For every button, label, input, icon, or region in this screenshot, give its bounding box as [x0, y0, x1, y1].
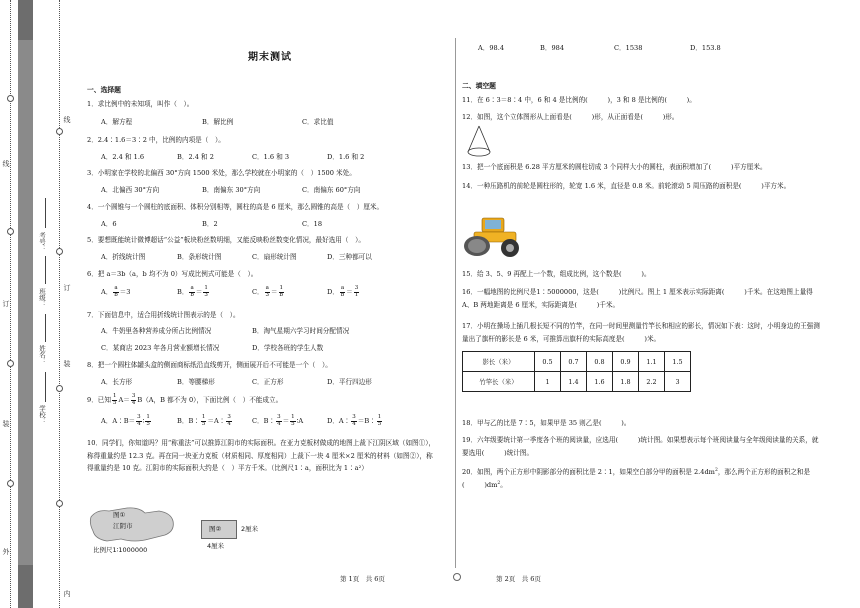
q6d-num: a [340, 285, 345, 291]
q9-post: B（A，B 都不为 0），下面比例（ ）不能成立。 [137, 396, 283, 404]
q6d-fraction2 [354, 286, 360, 298]
q1-option-a[interactable]: A．解方程 [101, 118, 133, 126]
question-17: 17．小明在操场上插几根长短不同的竹竿，在同一时间里测量竹竿长和相应的影长，情况如下表：这时，小明身边的王强测量出了旗杆的影长是 6 米，可推算出旗杆的实际高度是( )米。 [462, 322, 820, 343]
binding-hole-circle [7, 480, 14, 487]
binding-hole-circle [7, 95, 14, 102]
binding-line-char-inner: 线 [63, 116, 71, 123]
question-7: 7．下面信息中，适合用折线统计图表示的是（ ）。 [87, 311, 240, 319]
q9-mid: A＝ [118, 396, 130, 404]
q9-option-b[interactable]: B．B∶ $\frac{1}{5}$ ＝A∶ $\frac{3}{4}$ [177, 414, 231, 427]
name-input-line[interactable] [45, 314, 46, 342]
name-label: 姓名： [38, 345, 46, 365]
binding-hole-circle [7, 228, 14, 235]
table-cell: 1.5 [665, 352, 691, 372]
q6b-prefix: B． [177, 288, 189, 296]
q6a-den: b [114, 291, 118, 298]
q6b-den: b [190, 291, 194, 298]
fig2-label: 图② [209, 525, 222, 533]
question-10: 10．同学们，你知道吗？用“称重法”可以推算江阴市的实际面积。在亚力克板材做成的地图上裁下江阴区域（如图①），称得重量约是 12.3 克。再在同一块亚力克板（材质相同、厚度相同）上裁下一块 4 厘米×2 厘米的材料（如图②），称得重量约是 10 克。江阴市的实际面积大约是（ ）平方千米。（比例尺1∶a，面积比为 1∶a²） [87, 439, 436, 473]
q8-option-b[interactable]: B．等腰梯形 [177, 378, 215, 386]
question-19: 19．六年级要统计第一季度各个班的阅读量，应选用( )统计图。如果想表示每个班阅读量与全年级阅读量的关系，就要选用( )统计图。 [462, 436, 819, 457]
q2-option-a[interactable]: A．2.4 和 1.6 [101, 153, 145, 161]
exam-no-label: 考号： [38, 232, 46, 252]
q6-option-a[interactable] [101, 286, 130, 298]
table-row2-label: 竹竿长（米） [463, 372, 535, 392]
question-8: 8．把一个圆柱体罐头盒的侧面商标纸沿直线剪开，侧面展开后不可能是一个（ ）。 [87, 361, 332, 369]
question-6: 6．把 a＝3b（a，b 均不为 0）写成比例式可能是（ ）。 [87, 270, 258, 278]
q6d-fraction [340, 286, 345, 298]
q5-option-c[interactable]: C．扇形统计图 [252, 253, 297, 261]
binding-line-char: 线 [2, 160, 10, 167]
binding-seal-char: 订 [2, 300, 10, 307]
q6c-den2: b [279, 291, 284, 298]
binding-gray-strip [18, 0, 33, 608]
fig2-width: 4厘米 [207, 542, 225, 550]
fig1-label: 图① [113, 511, 126, 519]
binding-gray-strip-top [18, 0, 33, 40]
section1-heading: 一、选择题 [87, 86, 121, 94]
question-15: 15．给 3、5、9 再配上一个数，组成比例，这个数是( )。 [462, 270, 651, 278]
fig1-city: 江阴市 [113, 522, 133, 530]
question-13: 13．把一个底面积是 6.28 平方厘米的圆柱切成 3 个同样大小的圆柱，表面积增加了( )平方厘米。 [462, 163, 767, 171]
question-2: 2．2.4∶1.6＝3∶2 中，比例的内项是（ ）。 [87, 136, 225, 144]
school-input-line[interactable] [45, 372, 46, 402]
binding-margin [0, 0, 71, 608]
q9-frac-3-4: $\frac{3}{4}$ [131, 393, 136, 406]
table-cell: 1.8 [613, 372, 639, 392]
q5-option-a[interactable]: A．折线统计图 [101, 253, 146, 261]
q4-option-b[interactable]: B．2 [202, 220, 218, 228]
binding-bind-char-inner: 装 [63, 360, 71, 367]
q4-option-a[interactable]: A．6 [101, 220, 117, 228]
exam-no-input-line[interactable] [45, 198, 46, 228]
q6c-fraction2 [279, 286, 285, 298]
q1-option-b[interactable]: B．解比例 [202, 118, 234, 126]
q9a-colon: ∶ [142, 417, 145, 425]
q6a-fraction [113, 286, 118, 298]
question-16: 16．一幅地图的比例尺是1∶5000000，这是( )比例尺。图上 1 厘米表示实际距离( )千米。在这地图上量得 A、B 两地距离是 6 厘米，实际距离是( )千米。 [462, 288, 813, 309]
page-footer-left: 第 1页 共 6页 [340, 575, 385, 583]
road-roller-image [462, 214, 524, 258]
q8-option-a[interactable]: A．长方形 [101, 378, 133, 386]
binding-gray-strip-bottom [18, 565, 33, 608]
question-14: 14．一种压路机的前轮是圆柱形的，轮宽 1.6 米，直径是 0.8 米。前轮滚动 5 周压路的面积是( )平方米。 [462, 182, 791, 190]
q9c-eq: ＝ [282, 417, 290, 425]
q6b-num2: 1 [204, 285, 208, 291]
q3-option-a[interactable]: A．北偏西 30°方向 [101, 186, 160, 194]
q2-option-b[interactable]: B．2.4 和 2 [177, 153, 214, 161]
q9-frac-1-5: $\frac{1}{5}$ [112, 393, 117, 406]
q20-text-pre: 20．如图，两个正方形中阴影部分的面积比是 2∶1，如果空白部分甲的面积是 2.4dm [462, 468, 715, 476]
q7-option-a[interactable]: A．牛奶里各种营养成分所占比例情况 [101, 327, 212, 335]
page-footer-right: 第 2页 共 6页 [496, 575, 541, 583]
page-title: 期末测试 [248, 52, 292, 63]
q2-option-c[interactable]: C．1.6 和 3 [252, 153, 290, 161]
q9-option-c[interactable]: C．B∶ $\frac{3}{4}$ ＝ $\frac{1}{5}$ ∶A [252, 414, 304, 427]
column-divider [455, 38, 456, 568]
q10-option-c[interactable]: C．1538 [614, 44, 643, 52]
table-cell: 0.9 [613, 352, 639, 372]
q5-option-d[interactable]: D．三种都可以 [327, 253, 372, 261]
q9-option-a[interactable]: A．A∶B＝ $\frac{3}{4}$ ∶ $\frac{1}{5}$ [101, 414, 150, 427]
class-label: 班级： [38, 288, 46, 308]
table-cell: 0.8 [587, 352, 613, 372]
q9a-prefix: A．A∶B＝ [101, 417, 136, 425]
q6d-post: ＝ [346, 288, 353, 296]
q20-text-post: ，那么两个正方形的面积之和是( )dm [462, 468, 811, 489]
q6a-num: a [114, 285, 118, 291]
binding-bind-char: 装 [2, 420, 10, 427]
q9b-prefix: B．B∶ [177, 417, 200, 425]
q9d-eq: ＝B∶ [357, 417, 376, 425]
binding-hole-circle [56, 500, 63, 507]
q6b-post: ＝ [195, 288, 203, 296]
shadow-length-table [462, 351, 691, 392]
table-cell: 1.4 [561, 372, 587, 392]
q6c-post: ＝ [270, 288, 278, 296]
q9d-prefix: D．A∶ [327, 417, 351, 425]
question-12: 12．如图，这个立体图形从上面看是( )形，从正面看是( )形。 [462, 113, 679, 121]
q7-option-b[interactable]: B．淘气星期六学习时间分配情况 [252, 327, 350, 335]
q6c-prefix: C． [252, 288, 264, 296]
table-cell: 3 [665, 372, 691, 392]
q6b-fraction [189, 286, 194, 298]
table-row [463, 372, 691, 392]
question-3: 3．小明家在学校的北偏西 30°方向 1500 米处，那么学校就在小明家的（ ）1500 米处。 [87, 169, 356, 177]
q6d-prefix: D． [327, 288, 339, 296]
binding-hole-circle [7, 360, 14, 367]
binding-hole-circle [56, 385, 63, 392]
question-5: 5．要想既能统计微博超话“公益”板块粉丝数明细，又能反映粉丝数变化情况，最好选用（ ）。 [87, 236, 365, 244]
table-row [463, 352, 691, 372]
binding-hole-circle [56, 248, 63, 255]
q7-option-c[interactable]: C．某商店 2023 年各月营业额增长情况 [101, 344, 220, 352]
q6-option-c[interactable] [252, 286, 285, 298]
q6d-num2: 3 [354, 285, 359, 291]
question-4: 4．一个圆锥与一个圆柱的底面积、体积分别相等，圆柱的高是 6 厘米，那么圆锥的高是（ ）厘米。 [87, 203, 384, 211]
school-label: 学校： [38, 405, 46, 425]
q8-option-c[interactable]: C．正方形 [252, 378, 284, 386]
table-cell: 2.2 [639, 372, 665, 392]
q6b-num: a [190, 285, 194, 291]
binding-seal-char-inner: 订 [63, 284, 71, 291]
q6c-num2: 1 [279, 285, 284, 291]
q3-option-b[interactable]: B．南偏东 30°方向 [202, 186, 261, 194]
question-9 [87, 394, 282, 406]
q10-option-b[interactable]: B．984 [540, 44, 565, 52]
binding-inner-char: 内 [63, 590, 71, 597]
q8-option-d[interactable]: D．平行四边形 [327, 378, 372, 386]
q6a-post: ＝3 [119, 288, 131, 296]
q6b-fraction2 [203, 286, 209, 298]
question-20: 20．如图，两个正方形中阴影部分的面积比是 2∶1，如果空白部分甲的面积是 $2.4dm^2$，那么两个正方形的面积之和是( )$dm^2$。 [462, 467, 811, 489]
footer-center-circle [453, 573, 461, 581]
binding-outer-char: 外 [2, 548, 10, 555]
q10-option-d[interactable]: D．153.8 [690, 44, 721, 52]
question-11: 11．在 6∶3＝8∶4 中，6 和 4 是比例的( )，3 和 8 是比例的( )。 [462, 96, 696, 104]
binding-hole-circle [56, 128, 63, 135]
q1-option-c[interactable]: C．求比值 [302, 118, 334, 126]
cone-figure [466, 124, 492, 158]
q4-option-c[interactable]: C．18 [302, 220, 323, 228]
section2-heading: 二、填空题 [462, 82, 496, 90]
q5-option-b[interactable]: B．条形统计图 [177, 253, 222, 261]
class-input-line[interactable] [45, 256, 46, 284]
table-cell: 1.6 [587, 372, 613, 392]
fig1-scale: 比例尺1∶1000000 [93, 546, 148, 554]
q3-option-c[interactable]: C．南偏东 60°方向 [302, 186, 361, 194]
table-cell: 0.7 [561, 352, 587, 372]
question-18: 18．甲与乙的比是 7∶5，如果甲是 35 则乙是( )。 [462, 419, 631, 427]
q6-option-b[interactable] [177, 286, 210, 298]
q9-option-d[interactable]: D．A∶ $\frac{3}{4}$ ＝B∶ $\frac{1}{5}$ [327, 414, 382, 427]
binding-inner-dotted-line [59, 0, 60, 608]
q10-option-a[interactable]: A．98.4 [478, 44, 505, 52]
question-1: 1．求比例中的未知项，叫作（ ）。 [87, 100, 194, 108]
q6d-den2: 1 [354, 291, 359, 298]
q6c-fraction [265, 286, 270, 298]
table-cell: 1 [535, 372, 561, 392]
q6-option-d[interactable] [327, 286, 360, 298]
table-row1-label: 影长（米） [463, 352, 535, 372]
q6d-den: b [340, 291, 345, 298]
q6a-prefix: A． [101, 288, 113, 296]
q6b-den2: 3 [204, 291, 208, 298]
q6c-den: 3 [265, 291, 270, 298]
fig2-height: 2厘米 [241, 525, 259, 533]
table-cell: 0.5 [535, 352, 561, 372]
table-cell: 1.1 [639, 352, 665, 372]
q7-option-d[interactable]: D．学校各班的学生人数 [252, 344, 324, 352]
q9-prefix: 9．已知 [87, 396, 111, 404]
q9b-eq: ＝A∶ [207, 417, 226, 425]
q9c-prefix: C．B∶ [252, 417, 276, 425]
q2-option-d[interactable]: D．1.6 和 2 [327, 153, 365, 161]
q6c-num: a [265, 285, 269, 291]
